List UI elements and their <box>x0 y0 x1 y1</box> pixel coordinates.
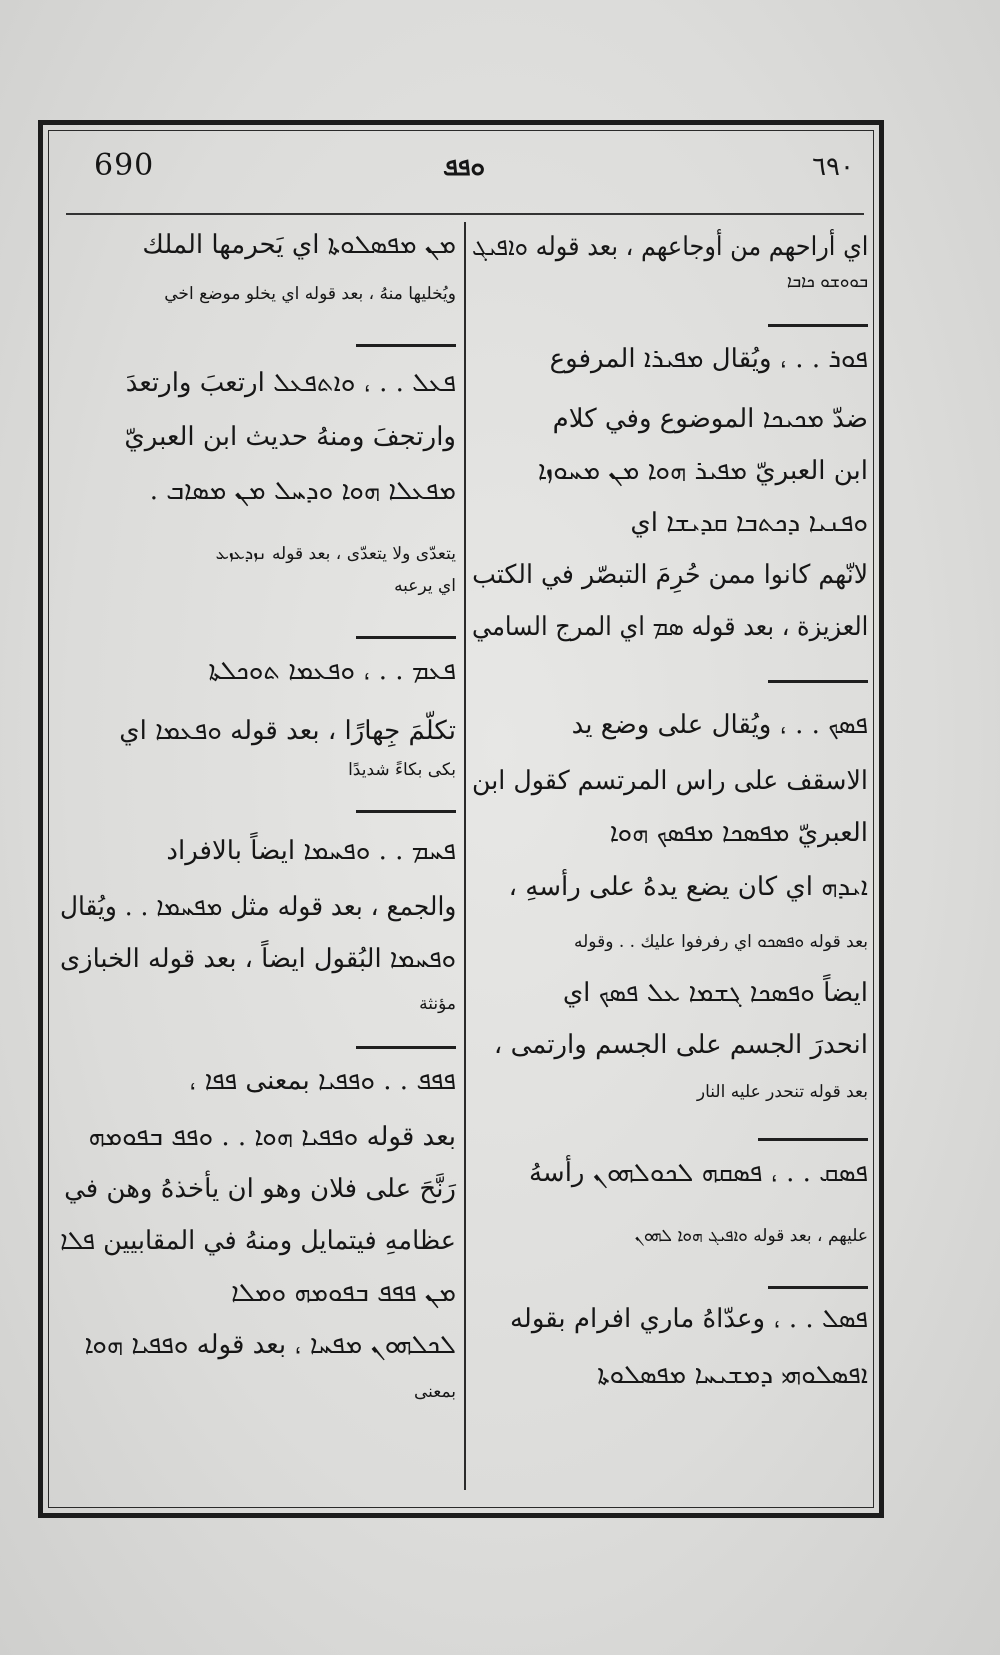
text-line: اي أراحهم من أوجاعهم ، بعد قوله ܘܐܦܝܓ <box>471 232 868 262</box>
text-line: ܡܦܥܠܐ ܗܘܐ ܘܕܚܠ ܡܢ ܡܣܐܒ . <box>149 476 456 506</box>
text-line: العزيزة ، بعد قوله ܣܡ اي المرج السامي <box>471 612 868 642</box>
text-line: ويُخليها منهُ ، بعد قوله اي يخلو موضع اخي <box>164 284 456 304</box>
page-number-latin: 690 <box>94 148 155 183</box>
text-line: يتعدّى ولا يتعدّى ، بعد قوله ܢܙܕܥܙܥ <box>215 544 456 564</box>
text-line: ܒܘܘܫܘ ܟܐܒܐ <box>786 272 868 292</box>
text-line: ܡܢ ܦܦܦ ܒܦܘܡܗ ܘܡܠܐ <box>231 1278 456 1308</box>
text-line: تكلّمَ جِهارًا ، بعد قوله ܘܦܥܡܐ اي <box>119 716 456 746</box>
text-line: الاسقف على راس المرتسم كقول ابن <box>472 766 868 796</box>
text-line: عليهم ، بعد قوله ܘܐܦܝܓ ܗܘܐ ܠܗܘܢ <box>634 1226 868 1246</box>
text-line: بعد قوله ܘܦܣܟܘ اي رفرفوا عليك . . وقوله <box>574 932 868 952</box>
text-line: ايضاً ܘܦܣܟܐ ܓܫܡܐ ܥܠ ܦܣܟ اي <box>562 978 868 1008</box>
entry-rule <box>356 1046 456 1049</box>
entry-headword-line: ܦܣܟ . . ، ويُقال على وضع يد <box>571 710 868 740</box>
text-line: لانّهم كانوا ممن حُرِمَ التبصّر في الكتب <box>471 560 868 590</box>
entry-rule <box>758 1138 868 1141</box>
column-divider <box>464 222 466 1490</box>
page-number-arabic: ٦٩٠ <box>812 152 854 182</box>
entry-rule <box>356 344 456 347</box>
entry-headword-line: ܦܣܠ . . ، وعدّاهُ ماري افرام بقوله <box>509 1304 868 1334</box>
text-line: والجمع ، بعد قوله مثل ܡܦܚܡܐ . . ويُقال <box>59 892 456 922</box>
text-line: ابن العبريّ ܡܦܝܪ ܗܘܐ ܡܢ ܡܚܘܙܐ <box>537 456 868 486</box>
entry-rule <box>768 1286 868 1289</box>
text-line: انحدرَ الجسم على الجسم وارتمى ، <box>493 1030 868 1060</box>
entry-headword-line: ܦܥܠ . . ، ܘܐܬܦܥܠ ارتعبَ وارتعدَ <box>125 368 456 398</box>
entry-headword-line: ܦܚܡ . . ܘܦܚܡܐ ايضاً بالافراد <box>166 836 456 866</box>
text-line: بعد قوله ܘܦܦܝܐ ܗܘܐ . . ܘܦܦ ܒܦܘܡܗ <box>88 1122 456 1152</box>
header-rule <box>66 213 864 215</box>
text-line: بمعنى <box>413 1382 456 1402</box>
entry-headword-line: ܦܦܦ . . ܘܦܦܝܐ بمعنى ܦܦܐ ، <box>189 1066 456 1096</box>
text-line: ܠܟܠܗܘܢ ܡܦܚܐ ، بعد قوله ܘܦܦܝܐ ܗܘܐ <box>84 1330 456 1360</box>
entry-headword-line: ܦܘܪ . . ، ويُقال ܡܦܝܪܐ المرفوع <box>549 344 868 374</box>
entry-rule <box>356 636 456 639</box>
running-head: ܘܦܦ <box>443 152 485 182</box>
text-line: مؤنثة <box>419 994 456 1014</box>
text-line: عظامهِ فيتمايل ومنهُ في المقابيين ܦܠܐ <box>60 1226 456 1256</box>
entry-headword-line: ܦܥܡ . . ، ܘܦܥܡܐ ܬܘܟܠܬܐ <box>208 656 456 686</box>
text-line: بعد قوله تنحدر عليه النار <box>696 1082 868 1102</box>
text-line: ܘܦܚܡܐ البُقول ايضاً ، بعد قوله الخبازى <box>59 944 456 974</box>
text-line: العبريّ ܡܦܣܟܐ ܡܦܣܟ ܗܘܐ <box>609 818 868 848</box>
entry-rule <box>356 810 456 813</box>
entry-headword-line: ܦܣܩ . . ، ܦܣܩܗ ܠܟܘܠܗܘܢ رأسهُ <box>528 1158 868 1188</box>
text-line: اي يرعبه <box>394 576 456 596</box>
page-header <box>64 148 864 210</box>
text-line: بكى بكاءً شديدًا <box>348 760 456 780</box>
text-line: ܘܦܢܝܐ ܕܟܬܒܐ ܩܕܝܫܐ اي <box>630 508 868 538</box>
text-line: ܡܢ ܡܦܣܠܘܬܐ اي يَحرمها الملك <box>142 230 456 260</box>
entry-rule <box>768 680 868 683</box>
text-line: ܐܝܕܗ اي كان يضع يدهُ على رأسهِ ، <box>508 872 868 902</box>
text-line: ضدّ ܡܟܝܟܐ الموضوع وفي كلام <box>552 404 868 434</box>
text-line: وارتجفَ ومنهُ حديث ابن العبريّ <box>124 422 456 452</box>
text-line: ܐܦܣܠܘܗܝ ܕܡܫܝܚܐ ܡܦܣܠܘܬܐ <box>597 1360 868 1390</box>
entry-rule <box>768 324 868 327</box>
text-line: رَنَّحَ على فلان وهو ان يأخذهُ وهن في <box>64 1174 456 1204</box>
